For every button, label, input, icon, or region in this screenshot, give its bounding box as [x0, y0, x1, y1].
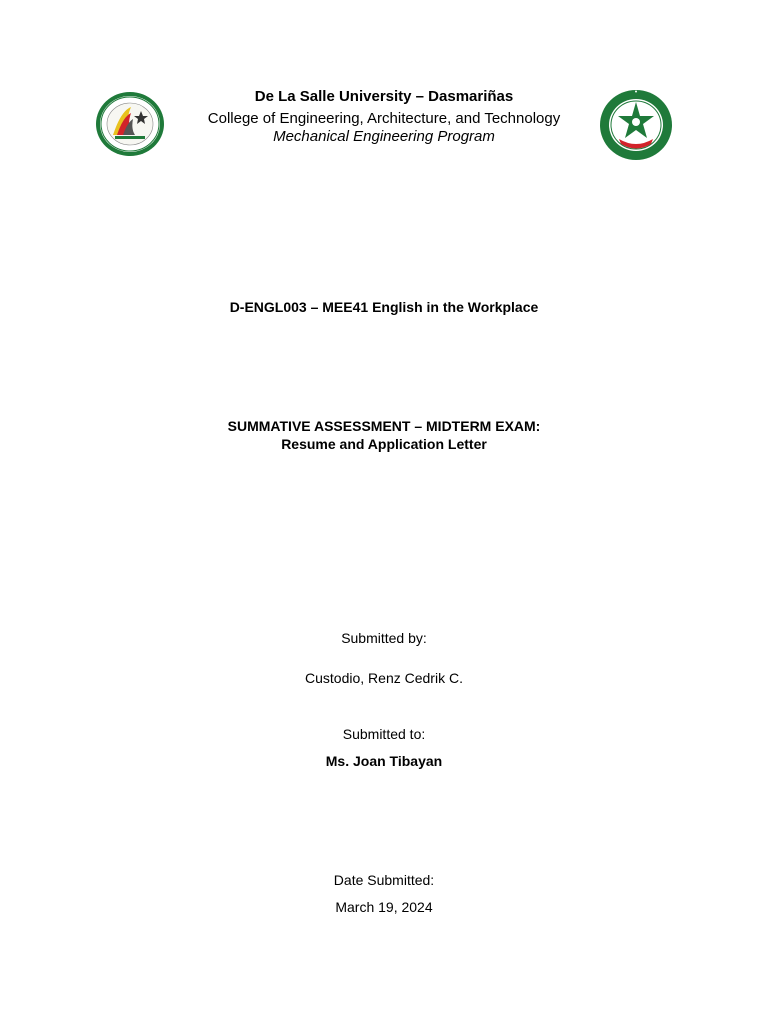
college-name: College of Engineering, Architecture, and Technology — [207, 110, 561, 127]
submitted-to-name: Ms. Joan Tibayan — [325, 753, 443, 769]
date-submitted-value: March 19, 2024 — [335, 899, 433, 915]
course-title: D-ENGL003 – MEE41 English in the Workplace — [229, 299, 539, 315]
assessment-subtitle: Resume and Application Letter — [281, 436, 487, 452]
date-submitted-label: Date Submitted: — [333, 872, 435, 888]
assessment-title: SUMMATIVE ASSESSMENT – MIDTERM EXAM: — [227, 418, 541, 434]
submitted-by-name: Custodio, Renz Cedrik C. — [305, 670, 463, 686]
submitted-by-label: Submitted by: — [341, 630, 427, 646]
submitted-to-label: Submitted to: — [342, 726, 426, 742]
program-name: Mechanical Engineering Program — [273, 128, 495, 145]
university-name: De La Salle University – Dasmariñas — [254, 88, 514, 105]
